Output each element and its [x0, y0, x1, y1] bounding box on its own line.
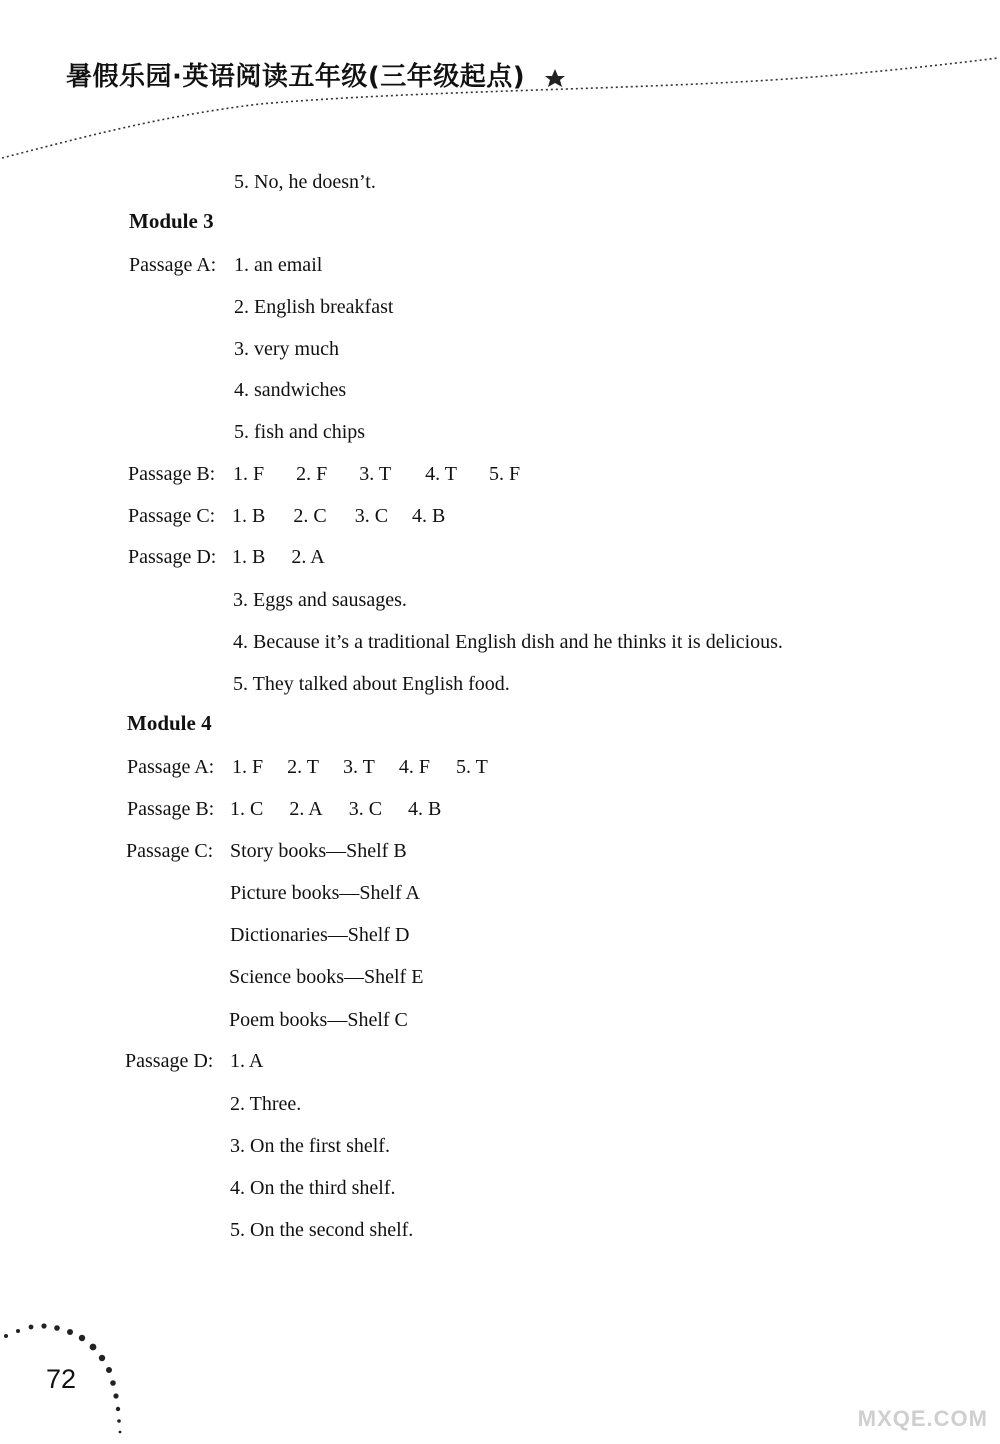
header-title: 暑假乐园·英语阅读五年级(三年级起点) — [66, 62, 526, 92]
answer-row — [230, 799, 441, 819]
answer-line: 5. fish and chips — [234, 421, 366, 443]
module-3-heading: Module 3 — [129, 209, 214, 233]
passage-label: Passage B: — [128, 463, 216, 485]
answer-line: 3. very much — [234, 338, 339, 360]
star-icon — [545, 69, 565, 87]
answer-item: 3. C — [354, 505, 389, 527]
watermark: MXQE.COM — [857, 1406, 988, 1431]
answer-line: Poem books—Shelf C — [229, 1009, 408, 1031]
answer-row — [232, 547, 325, 567]
answer-item: 5. T — [455, 756, 488, 778]
answer-item: 2. C — [293, 505, 327, 527]
answer-item: 1. F — [232, 756, 264, 778]
answer-line: 5. They talked about English food. — [233, 673, 510, 695]
passage-label: Passage D: — [125, 1050, 214, 1072]
answer-line: 5. No, he doesn’t. — [234, 171, 376, 193]
answer-item: 1. B — [232, 505, 266, 527]
answer-item: 5. F — [488, 463, 521, 485]
passage-label: Passage C: — [126, 840, 214, 862]
answer-line: Science books—Shelf E — [229, 966, 424, 988]
passage-label: Passage B: — [127, 798, 215, 820]
answer-item: 3. T — [342, 756, 375, 778]
answer-row — [232, 506, 445, 526]
answer-line: 4. Because it’s a traditional English dish and he thinks it is delicious. — [233, 631, 783, 653]
answer-item: 4. T — [425, 463, 457, 485]
answer-item: 4. B — [408, 798, 442, 820]
answer-line: 1. A — [230, 1050, 264, 1072]
passage-label: Passage C: — [128, 505, 216, 527]
answer-item: 2. A — [289, 798, 323, 820]
answer-item: 2. T — [287, 756, 319, 778]
answer-line: 1. an email — [234, 254, 323, 276]
answer-row — [232, 757, 488, 777]
answer-line: Picture books—Shelf A — [230, 882, 420, 904]
answer-item: 4. B — [412, 505, 446, 527]
passage-label: Passage D: — [128, 546, 217, 568]
answer-item: 4. F — [398, 756, 430, 778]
answer-line: 4. On the third shelf. — [230, 1177, 396, 1199]
answer-line: 2. Three. — [230, 1093, 302, 1115]
answer-item: 3. T — [359, 463, 392, 485]
answer-line: 5. On the second shelf. — [230, 1219, 414, 1241]
answer-item: 2. A — [291, 546, 325, 568]
answer-item: 1. B — [232, 546, 266, 568]
page-number: 72 — [46, 1364, 77, 1394]
answer-line: 4. sandwiches — [234, 379, 347, 401]
passage-label: Passage A: — [127, 756, 215, 778]
answer-line: 3. Eggs and sausages. — [233, 589, 407, 611]
answer-line: Dictionaries—Shelf D — [230, 924, 410, 946]
answer-item: 1. C — [230, 798, 264, 820]
answer-item: 3. C — [348, 798, 383, 820]
answer-line: 2. English breakfast — [234, 296, 394, 318]
answer-line: 3. On the first shelf. — [230, 1135, 390, 1157]
answer-row — [233, 464, 520, 484]
passage-label: Passage A: — [129, 254, 217, 276]
answer-line: Story books—Shelf B — [230, 840, 407, 862]
answer-item: 2. F — [296, 463, 328, 485]
answer-item: 1. F — [233, 463, 265, 485]
module-4-heading: Module 4 — [127, 711, 212, 735]
